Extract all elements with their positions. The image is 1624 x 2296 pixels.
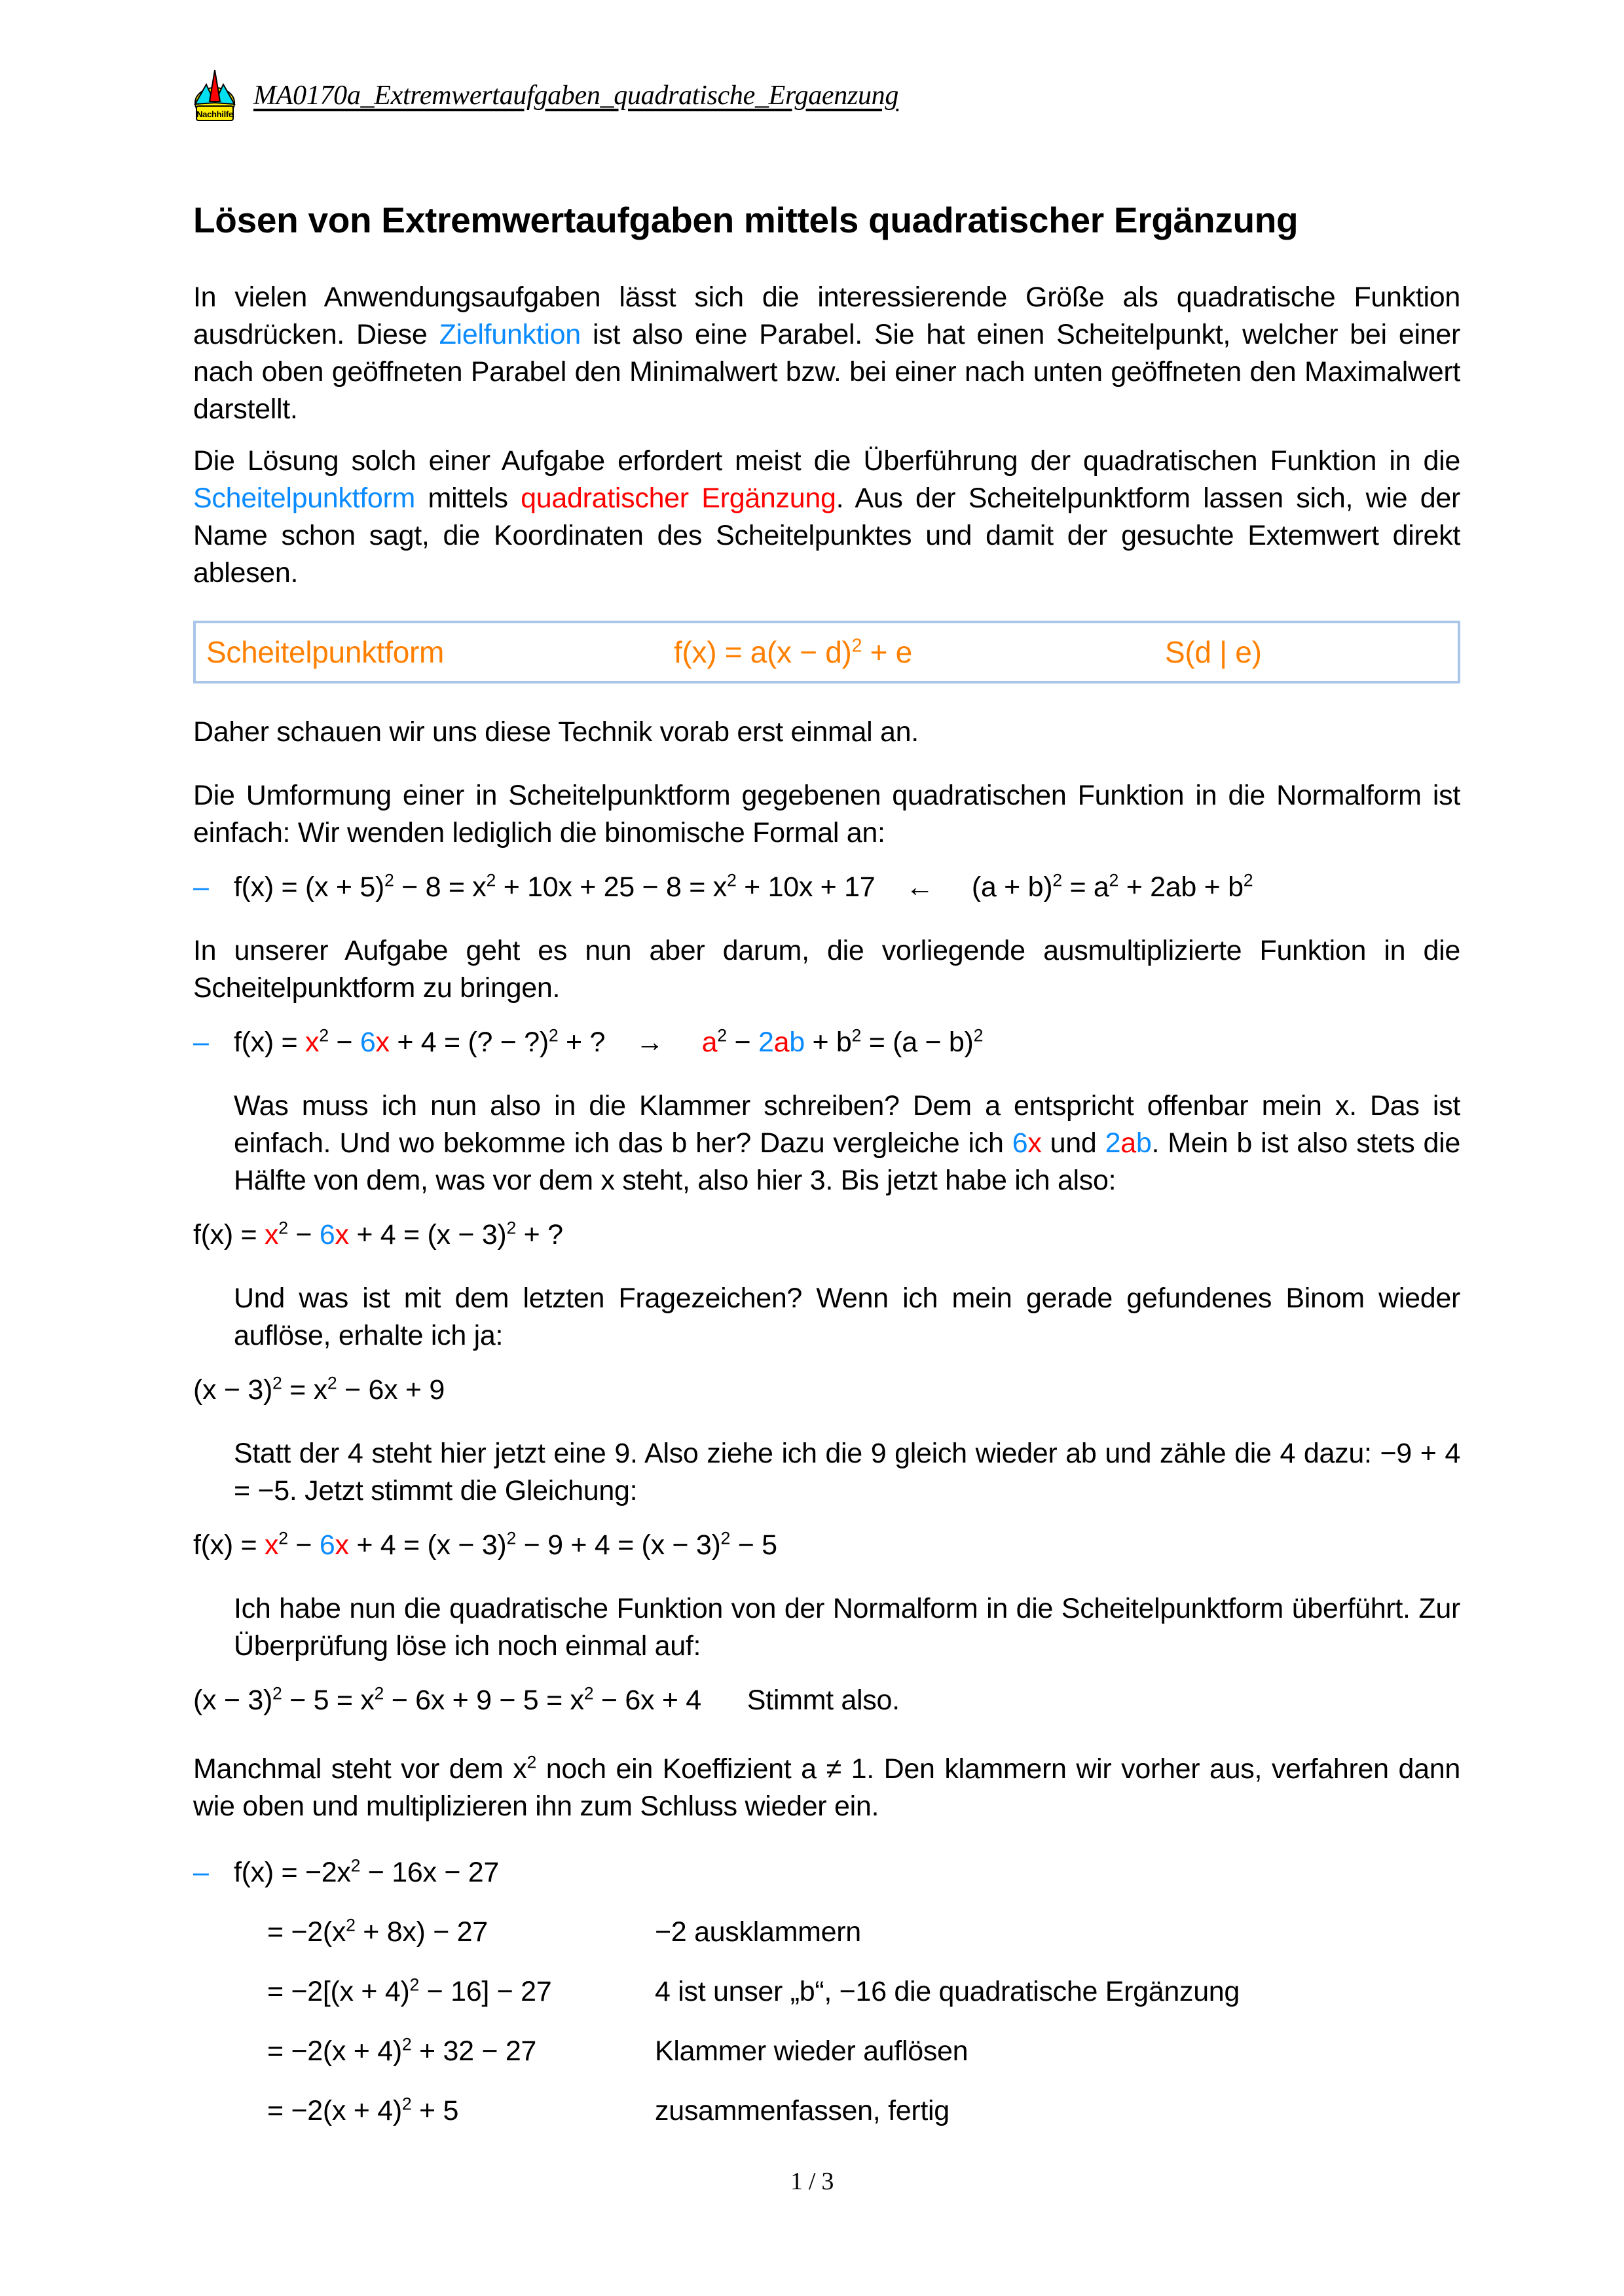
example2-row-2 xyxy=(267,1973,1460,2011)
paragraph-ich-habe: Ich habe nun die quadratische Funktion von der Normalform in die Scheitelpunktform überführt. Zur Überprüfung löse ich noch einmal auf: xyxy=(234,1593,1460,1662)
paragraph-statt: Statt der 4 steht hier jetzt eine 9. Also ziehe ich die 9 gleich wieder ab und zähle die 4 dazu: −9 + 4 = −5. Jetzt stimmt die Gleichung: xyxy=(234,1438,1460,1506)
formula-target-form-text: $f(x) = x^2 - 6x + 4$ = (? − ?)$^2$ + ? → $a^2 - 2ab + b^2 = (a - b)^2$ xyxy=(234,1025,984,1058)
bullet-dash-icon: – xyxy=(193,1027,209,1058)
example2-row-3-formula: = $-2(x + 4)^2 + 32 - 27$ xyxy=(267,2034,537,2067)
document-header xyxy=(193,65,1460,126)
formula-binomial-example xyxy=(193,869,1460,906)
paragraph-und-was: Und was ist mit dem letzten Fragezeichen? Wenn ich mein gerade gefundenes Binom wieder auflöse, erhalte ich ja: xyxy=(234,1283,1460,1351)
logo-red-spike xyxy=(210,70,220,101)
logo-label-text: Nachhilfe xyxy=(196,109,233,119)
example2-row-1-comment: −2 ausklammern xyxy=(655,1916,861,1948)
example2-first-line xyxy=(193,1854,1460,1891)
page-title: Lösen von Extremwertaufgaben mittels quadratischer Ergänzung xyxy=(193,200,1299,240)
paragraph-manchmal: Manchmal steht vor dem $x^2$ noch ein Koeffizient a ≠ 1. Den klammern wir vorher aus, verfahren dann wie oben und multiplizieren ihn zum Schluss wieder ein. xyxy=(193,1752,1460,1822)
example2-row-1-formula: = $-2(x^2 + 8x) - 27$ xyxy=(267,1915,488,1948)
paragraph-intro-1: In vielen Anwendungsaufgaben lässt sich die interessierende Größe als quadratische Funktion ausdrücken. Diese Zielfunktion ist also eine Parabel. Sie hat einen Scheitelpunkt, welcher bei einer nach oben geöffneten Parabel den Minimalwert bzw. bei einer nach unten geöffneten den Maximalwert darstellt. xyxy=(193,282,1461,425)
paragraph-intro-2: Die Lösung solch einer Aufgabe erfordert meist die Überführung der quadratischen Funktion in die Scheitelpunktform mittels quadratischer Ergänzung. Aus der Scheitelpunktform lassen sich, wie der Name schon sagt, die Koordinaten des Scheitelpunktes und damit der gesuchte Extemwert direkt ablesen. xyxy=(193,445,1460,589)
example2-row-3-comment: Klammer wieder auflösen xyxy=(655,2035,969,2067)
vertex-form-definition-box xyxy=(193,621,1460,683)
example2-row-4-formula: = $-2(x + 4)^2 + 5$ xyxy=(267,2094,459,2126)
document-filename: MA0170a_Extremwertaufgaben_quadratische_Ergaenzung xyxy=(253,81,899,111)
paragraph-was-muss: Was muss ich nun also in die Klammer schreiben? Dem a entspricht offenbar mein x. Das ist einfach. Und wo bekomme ich das b her? Dazu vergleiche ich 6x und 2ab. Mein b ist also stets die Hälfte von dem, was vor dem x steht, also hier 3. Bis jetzt habe ich also: xyxy=(234,1090,1461,1196)
example2-row-2-formula: = $-2[(x + 4)^2 - 16] - 27$ xyxy=(267,1975,552,2007)
formula-binom-expand: $(x - 3)^2 = x^2 - 6x + 9$ xyxy=(193,1373,445,1406)
example2-row-4-comment: zusammenfassen, fertig xyxy=(655,2095,950,2126)
paragraph-aufgabe: In unserer Aufgabe geht es nun aber darum, die vorliegende ausmultiplizierte Funktion in die Scheitelpunktform zu bringen. xyxy=(193,935,1460,1004)
example2-row-2-comment: 4 ist unser „b“, −16 die quadratische Ergänzung xyxy=(655,1976,1240,2007)
bullet-dash-icon: – xyxy=(193,871,209,903)
page-number: 1 / 3 xyxy=(790,2168,834,2195)
formula-check: $(x - 3)^2 - 5 = x^2 - 6x + 9 - 5 = x^2 - 6x + 4$ Stimmt also. xyxy=(193,1683,900,1716)
example2-function: $f(x) = -2x^2 - 16x - 27$ xyxy=(234,1855,500,1888)
box-vertex-point: S(d | e) xyxy=(1165,635,1262,669)
nachhilfe-logo-icon xyxy=(193,67,236,124)
box-label: Scheitelpunktform xyxy=(206,635,445,669)
bullet-dash-icon: – xyxy=(193,1857,209,1888)
example2-row-4 xyxy=(267,2092,1460,2130)
example2-row-3 xyxy=(267,2033,1460,2070)
paragraph-daher: Daher schauen wir uns diese Technik vorab erst einmal an. xyxy=(193,716,919,748)
formula-step1: $f(x) = x^2 - 6x + 4 = (x - 3)^2$ + ? xyxy=(193,1218,563,1250)
example2-row-1 xyxy=(267,1914,1460,1951)
formula-binomial-example-text: $f(x) = (x + 5)^2 - 8 = x^2 + 10x + 25 - 8 = x^2 + 10x + 17$ ← $(a + b)^2 = a^2 + 2ab + b^2$ xyxy=(234,870,1253,903)
box-formula: $f(x) = a(x - d)^2 + e$ xyxy=(674,635,912,669)
paragraph-umformung: Die Umformung einer in Scheitelpunktform gegebenen quadratischen Funktion in die Normalform ist einfach: Wir wenden lediglich die binomische Formal an: xyxy=(193,780,1460,848)
formula-step2: $f(x) = x^2 - 6x + 4 = (x - 3)^2 - 9 + 4 = (x - 3)^2 - 5$ xyxy=(193,1528,777,1561)
example2-block xyxy=(193,1854,1460,2130)
formula-target-form xyxy=(193,1024,1460,1061)
